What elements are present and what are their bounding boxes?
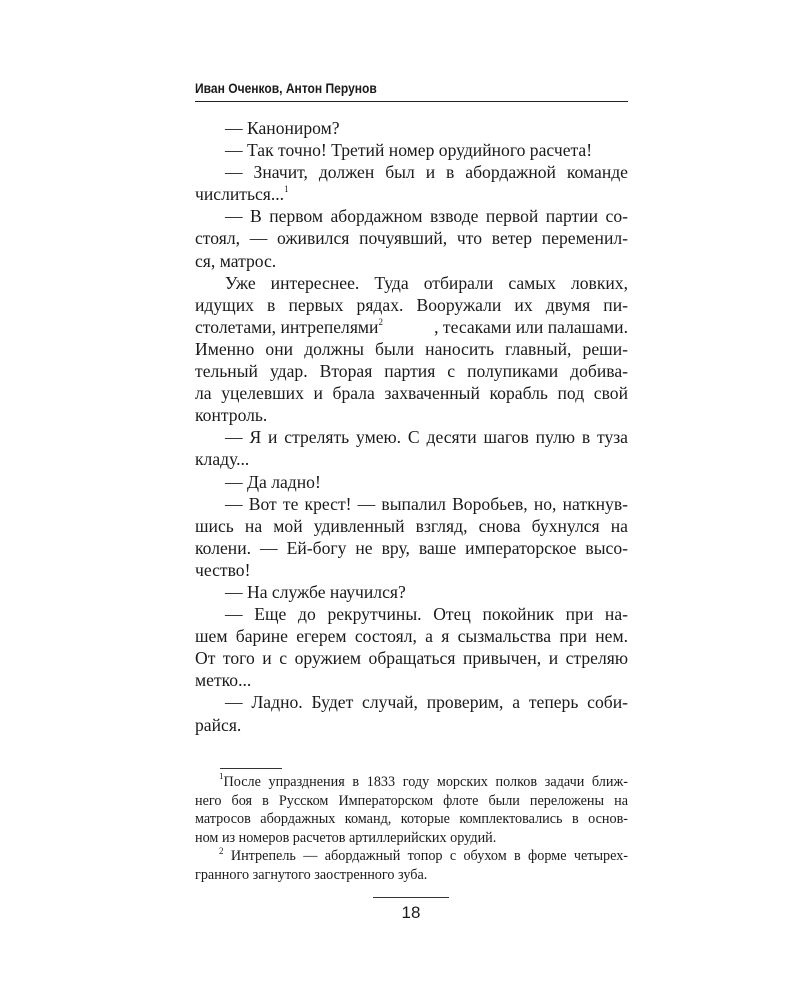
footnote-marker-1: 1: [219, 773, 224, 782]
text-line: контроль.: [195, 405, 268, 426]
text-line: ся, матрос.: [195, 250, 277, 271]
footnote-line: [195, 773, 628, 792]
footnote-marker-2: 2: [219, 847, 224, 856]
text-fragment: [195, 316, 383, 338]
text-line: — На службе научился?: [225, 581, 406, 602]
text-line: От того и с оружием обращаться привычен, и стреляю: [195, 648, 628, 669]
text-fragment: После упразднения в 1833 году морских полков задачи ближ-: [223, 774, 628, 790]
text-line: — Ладно. Будет случай, проверим, а теперь соби-: [225, 692, 628, 713]
text-line: колени. — Ей-богу не вру, ваше императорское высо-: [195, 537, 628, 558]
text-line: — Вот те крест! — выпалил Воробьев, но, наткнув-: [225, 493, 628, 514]
text-line: — Так точно! Третий номер орудийного расчета!: [225, 140, 593, 161]
text-line: — Канониром?: [225, 118, 340, 138]
text-line: Уже интереснее. Туда отбирали самых ловких,: [225, 272, 628, 293]
text-line: кладу...: [195, 449, 250, 470]
text-line: ла уцелевших и брала захваченный корабль под свой: [195, 383, 628, 404]
footnote-line: ном из номеров расчетов артиллерийских орудий.: [195, 829, 497, 846]
text-line: — В первом абордажном взводе первой партии со-: [225, 206, 628, 227]
text-line: чество!: [195, 559, 251, 580]
text-line: райся.: [195, 714, 242, 735]
text-line: тельный удар. Вторая партия с полупиками добива-: [195, 361, 628, 382]
page-number: 18: [401, 903, 421, 922]
text-line: шись на мой удивленный взгляд, снова бухнулся на: [195, 515, 628, 536]
footnote-line: гранного загнутого заостренного зуба.: [195, 866, 428, 883]
footnote-ref-1: 1: [284, 184, 289, 195]
text-line: метко...: [195, 670, 252, 691]
footnote-ref-2: 2: [378, 316, 383, 327]
text-line: — Я и стрелять умею. С десяти шагов пулю в туза: [225, 427, 628, 448]
text-line: [195, 183, 628, 205]
text-fragment: столетами, интрепелями: [195, 316, 379, 337]
footnote-rule: [220, 768, 282, 769]
text-line: — Да ладно!: [225, 471, 321, 492]
text-fragment: Интрепель — абордажный топор с обухом в форме четырех-: [230, 848, 628, 865]
text-line: Именно они должны были наносить главный, реши-: [195, 338, 628, 359]
footnotes: [195, 773, 628, 885]
folio-rule: [373, 897, 449, 898]
text-fragment: , тесаками или палашами.: [434, 316, 628, 337]
text-line: [195, 316, 628, 338]
text-fragment: числиться...: [195, 184, 285, 205]
footnote-line: [195, 847, 628, 866]
footnote-line: него боя в Русском Императорском флоте были переложены на: [195, 792, 628, 809]
footnote-line: матросов абордажных команд, которые комплектовались в основ-: [195, 811, 628, 828]
body-text: [195, 117, 628, 736]
running-head: Иван Оченков, Антон Перунов: [195, 80, 377, 96]
text-line: шем барине егерем состоял, а я сызмальства при нем.: [195, 626, 628, 647]
header-rule: [195, 101, 628, 102]
text-line: стоял, — оживился почуявший, что ветер переменил-: [195, 228, 628, 249]
text-line: идущих в первых рядах. Вооружали их двумя пи-: [195, 294, 628, 315]
text-line: — Значит, должен был и в абордажной команде: [225, 162, 628, 183]
text-line: — Еще до рекрутчины. Отец покойник при на-: [225, 604, 628, 625]
